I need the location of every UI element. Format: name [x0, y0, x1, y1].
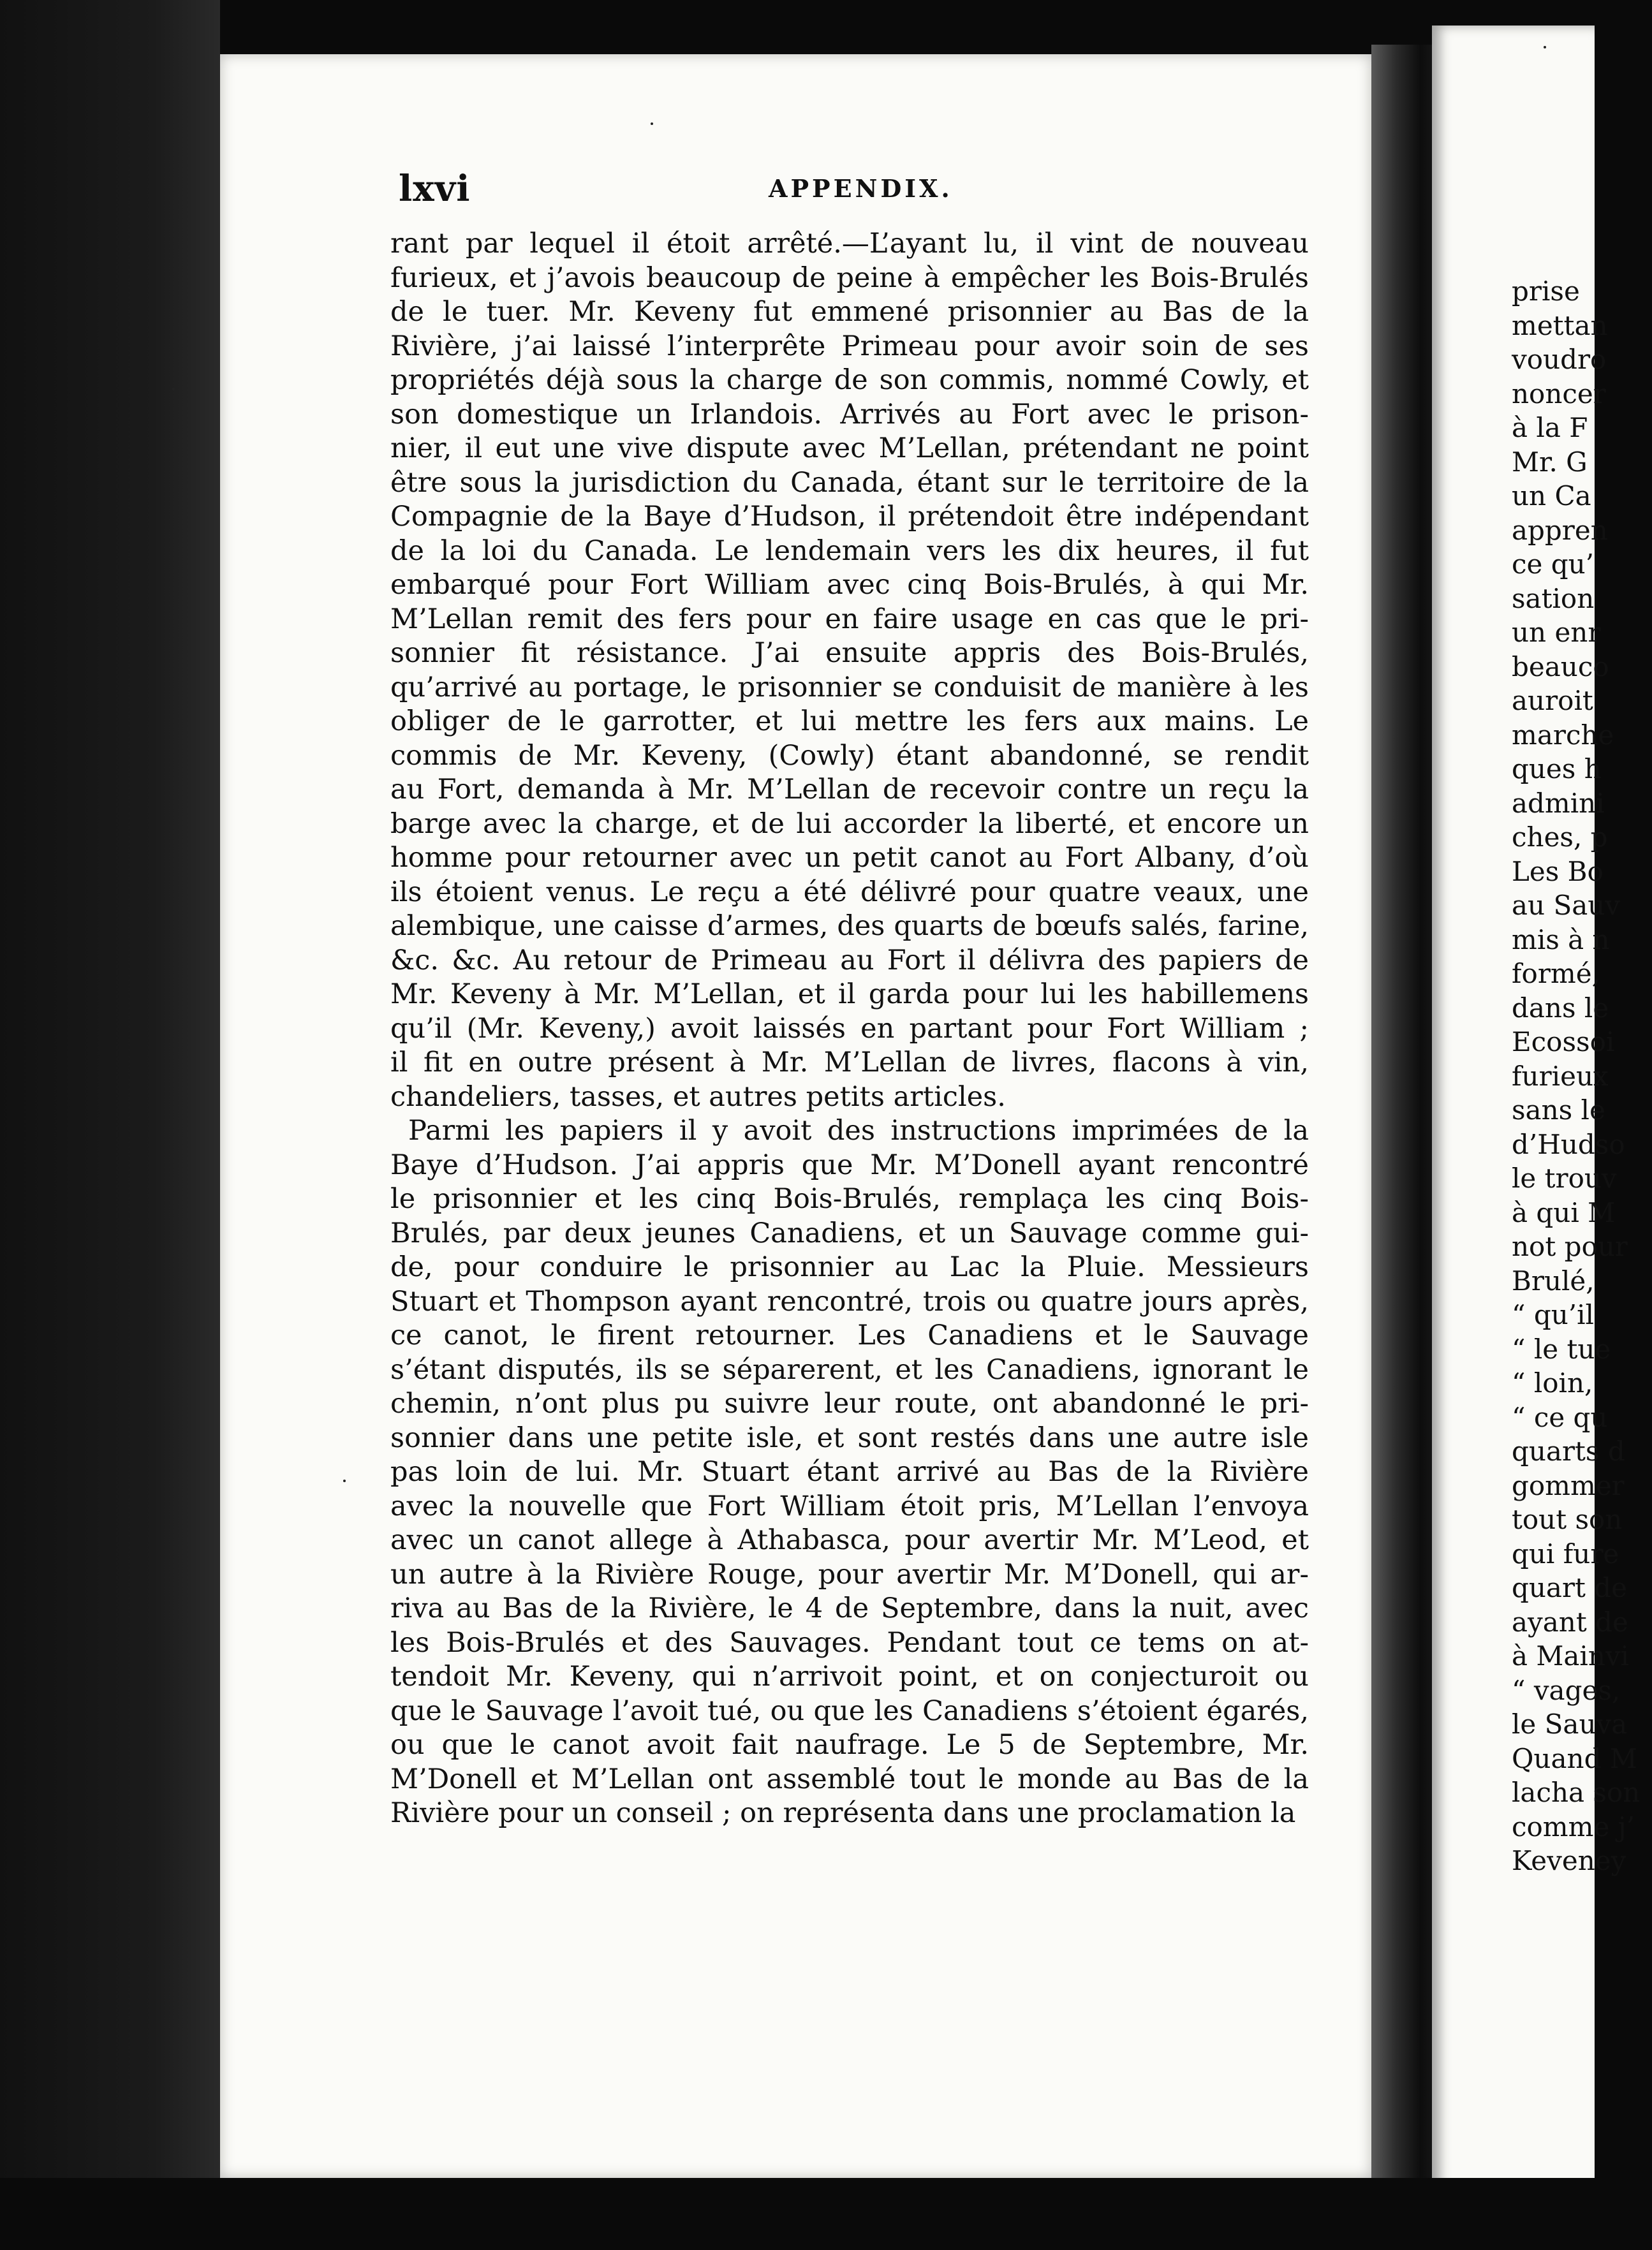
- facing-page-line: Mr. G: [1512, 446, 1588, 478]
- scan-speck: [172, 388, 175, 390]
- facing-page-line: Quand M: [1512, 1742, 1637, 1774]
- body-line: qu’arrivé au portage, le prisonnier se conduisit de manière à les: [390, 671, 1309, 703]
- body-text: [390, 227, 1309, 1831]
- body-line: de le tuer. Mr. Keveny fut emmené prisonnier au Bas de la: [390, 296, 1309, 328]
- body-line: Parmi les papiers il y avoit des instructions imprimées de la: [408, 1115, 1309, 1147]
- body-line: tendoit Mr. Keveny, qui n’arrivoit point, et on conjecturoit ou: [390, 1661, 1309, 1693]
- facing-page-line: tout son: [1512, 1504, 1623, 1535]
- facing-page-line: auroit: [1512, 685, 1593, 716]
- body-line: rant par lequel il étoit arrêté.—L’ayant lu, il vint de nouveau: [390, 228, 1309, 260]
- facing-page-line: voudro: [1512, 344, 1607, 375]
- facing-page-text: [1512, 274, 1652, 1878]
- facing-page-line: ayant de: [1512, 1606, 1628, 1638]
- body-line: de la loi du Canada. Le lendemain vers les dix heures, il fut: [390, 534, 1309, 567]
- facing-page-line: quart de: [1512, 1572, 1628, 1603]
- body-line: nier, il eut une vive dispute avec M’Lellan, prétendant ne point: [390, 432, 1309, 464]
- facing-page-line: un enr: [1512, 617, 1601, 648]
- body-line: pas loin de lui. Mr. Stuart étant arrivé au Bas de la Rivière: [390, 1456, 1309, 1488]
- facing-page-line: à Mainvi: [1512, 1640, 1630, 1672]
- facing-page-line: Ecossoi: [1512, 1026, 1615, 1057]
- body-line: avec un canot allege à Athabasca, pour avertir Mr. M’Leod, et: [390, 1524, 1309, 1556]
- facing-page-line: prise: [1512, 276, 1580, 307]
- body-line: les Bois-Brulés et des Sauvages. Pendant tout ce tems on at-: [390, 1626, 1309, 1659]
- body-line: alembique, une caisse d’armes, des quarts de bœufs salés, farine,: [390, 910, 1309, 942]
- body-line: Rivière, j’ai laissé l’interprête Primeau pour avoir soin de ses: [390, 330, 1309, 362]
- body-line: Stuart et Thompson ayant rencontré, trois ou quatre jours après,: [390, 1285, 1309, 1318]
- body-line: commis de Mr. Keveny, (Cowly) étant abandonné, se rendit: [390, 739, 1309, 772]
- facing-page-line: Keveney: [1512, 1845, 1626, 1876]
- facing-page-line: beauco: [1512, 651, 1609, 682]
- facing-page-line: ches, p: [1512, 821, 1608, 853]
- facing-page-line: “ qu’il: [1512, 1299, 1594, 1330]
- body-line: chemin, n’ont plus pu suivre leur route, ont abandonné le pri-: [390, 1388, 1309, 1420]
- body-line: Rivière pour un conseil ; on représenta dans une proclamation la: [390, 1797, 1296, 1829]
- facing-page-line: comme j’: [1512, 1811, 1635, 1842]
- body-line: homme pour retourner avec un petit canot au Fort Albany, d’où: [390, 842, 1309, 874]
- body-line: M’Donell et M’Lellan ont assemblé tout le monde au Bas de la: [390, 1763, 1309, 1795]
- body-line: son domestique un Irlandois. Arrivés au Fort avec le prison-: [390, 398, 1309, 430]
- body-line: avec la nouvelle que Fort William étoit pris, M’Lellan l’envoya: [390, 1490, 1309, 1522]
- book-gutter: [1371, 45, 1442, 2194]
- facing-page-line: noncer: [1512, 378, 1606, 409]
- facing-page-line: mettan: [1512, 309, 1608, 341]
- body-line: au Fort, demanda à Mr. M’Lellan de recevoir contre un reçu la: [390, 774, 1309, 805]
- body-line: Baye d’Hudson. J’ai appris que Mr. M’Donell ayant rencontré: [390, 1149, 1309, 1181]
- body-line: Mr. Keveny à Mr. M’Lellan, et il garda pour lui les habillemens: [390, 978, 1309, 1010]
- facing-page-line: un Ca: [1512, 480, 1591, 511]
- facing-page-line: appren: [1512, 514, 1608, 546]
- body-line: ou que le canot avoit fait naufrage. Le 5 de Septembre, Mr.: [390, 1729, 1309, 1761]
- running-title: APPENDIX.: [769, 174, 953, 203]
- body-line: ce canot, le firent retourner. Les Canadiens et le Sauvage: [390, 1320, 1309, 1351]
- body-line: être sous la jurisdiction du Canada, étant sur le territoire de la: [390, 466, 1309, 499]
- facing-page-line: le trouv: [1512, 1163, 1617, 1194]
- body-line: sonnier dans une petite isle, et sont restés dans une autre isle: [390, 1422, 1309, 1454]
- body-line: un autre à la Rivière Rouge, pour avertir Mr. M’Donell, qui ar-: [390, 1558, 1309, 1591]
- body-line: le prisonnier et les cinq Bois-Brulés, remplaça les cinq Bois-: [390, 1183, 1309, 1215]
- running-head: [399, 168, 1304, 210]
- facing-page-line: le Sauva: [1512, 1709, 1628, 1740]
- facing-page-line: “ ce qu: [1512, 1401, 1608, 1433]
- facing-page-line: gommer: [1512, 1469, 1625, 1501]
- facing-page-line: dans le: [1512, 992, 1609, 1024]
- body-line: de, pour conduire le prisonnier au Lac la Pluie. Messieurs: [390, 1251, 1309, 1283]
- body-line: chandeliers, tasses, et autres petits articles.: [390, 1080, 1006, 1113]
- body-line: embarqué pour Fort William avec cinq Bois-Brulés, à qui Mr.: [390, 569, 1309, 601]
- facing-page-line: not pour: [1512, 1231, 1628, 1262]
- scan-bottom-edge: [0, 2178, 1595, 2250]
- facing-page-line: ques h: [1512, 753, 1602, 784]
- facing-page-line: admini: [1512, 787, 1605, 819]
- facing-page-line: Les Bo: [1512, 855, 1604, 887]
- body-line: riva au Bas de la Rivière, le 4 de Septembre, dans la nuit, avec: [390, 1592, 1309, 1624]
- body-line: obliger de le garrotter, et lui mettre les fers aux mains. Le: [390, 705, 1309, 737]
- facing-page-line: ce qu’: [1512, 548, 1595, 580]
- facing-page-line: au Sauv: [1512, 890, 1621, 921]
- facing-page-line: mis à n: [1512, 923, 1610, 955]
- facing-page-line: Brulé,: [1512, 1265, 1595, 1297]
- body-line: Brulés, par deux jeunes Canadiens, et un Sauvage comme gui-: [390, 1217, 1309, 1249]
- facing-page-line: à qui M: [1512, 1196, 1616, 1228]
- facing-page-line: marche: [1512, 719, 1614, 751]
- body-line: &c. &c. Au retour de Primeau au Fort il délivra des papiers de: [390, 944, 1309, 976]
- body-line: s’étant disputés, ils se séparerent, et les Canadiens, ignorant le: [390, 1353, 1309, 1386]
- scan-speck: [651, 122, 653, 125]
- facing-page-line: “ vages,: [1512, 1674, 1621, 1706]
- scan-speck: [1544, 46, 1546, 48]
- body-line: ils étoient venus. Le reçu a été délivré pour quatre veaux, une: [390, 876, 1309, 908]
- facing-page-line: “ loin,: [1512, 1367, 1593, 1399]
- facing-page-line: sation: [1512, 582, 1595, 614]
- body-line: il fit en outre présent à Mr. M’Lellan de livres, flacons à vin,: [390, 1047, 1309, 1078]
- facing-page-line: d’Hudso: [1512, 1128, 1625, 1160]
- facing-page-line: formé,: [1512, 958, 1600, 989]
- body-line: Compagnie de la Baye d’Hudson, il prétendoit être indépendant: [390, 501, 1309, 533]
- facing-page-line: sans le: [1512, 1094, 1605, 1126]
- facing-page-line: quarts d: [1512, 1436, 1625, 1467]
- facing-page-line: lacha son: [1512, 1777, 1641, 1808]
- body-line: qu’il (Mr. Keveny,) avoit laissés en partant pour Fort William ;: [390, 1012, 1309, 1045]
- body-line: furieux, et j’avois beaucoup de peine à empêcher les Bois-Brulés: [390, 261, 1309, 294]
- facing-page-line: furieux: [1512, 1060, 1609, 1092]
- page-number: lxvi: [399, 168, 471, 210]
- body-line: propriétés déjà sous la charge de son commis, nommé Cowly, et: [390, 364, 1309, 396]
- body-line: M’Lellan remit des fers pour en faire usage en cas que le pri-: [390, 603, 1309, 635]
- facing-page-line: qui fure: [1512, 1538, 1619, 1570]
- scan-speck: [343, 1480, 346, 1482]
- body-line: que le Sauvage l’avoit tué, ou que les Canadiens s’étoient égarés,: [390, 1695, 1309, 1727]
- facing-page-line: “ le tue: [1512, 1333, 1611, 1365]
- body-line: barge avec la charge, et de lui accorder la liberté, et encore un: [390, 807, 1309, 840]
- facing-page-line: à la F: [1512, 412, 1588, 443]
- body-line: sonnier fit résistance. J’ai ensuite appris des Bois-Brulés,: [390, 637, 1309, 669]
- scan-left-margin: [0, 0, 220, 2250]
